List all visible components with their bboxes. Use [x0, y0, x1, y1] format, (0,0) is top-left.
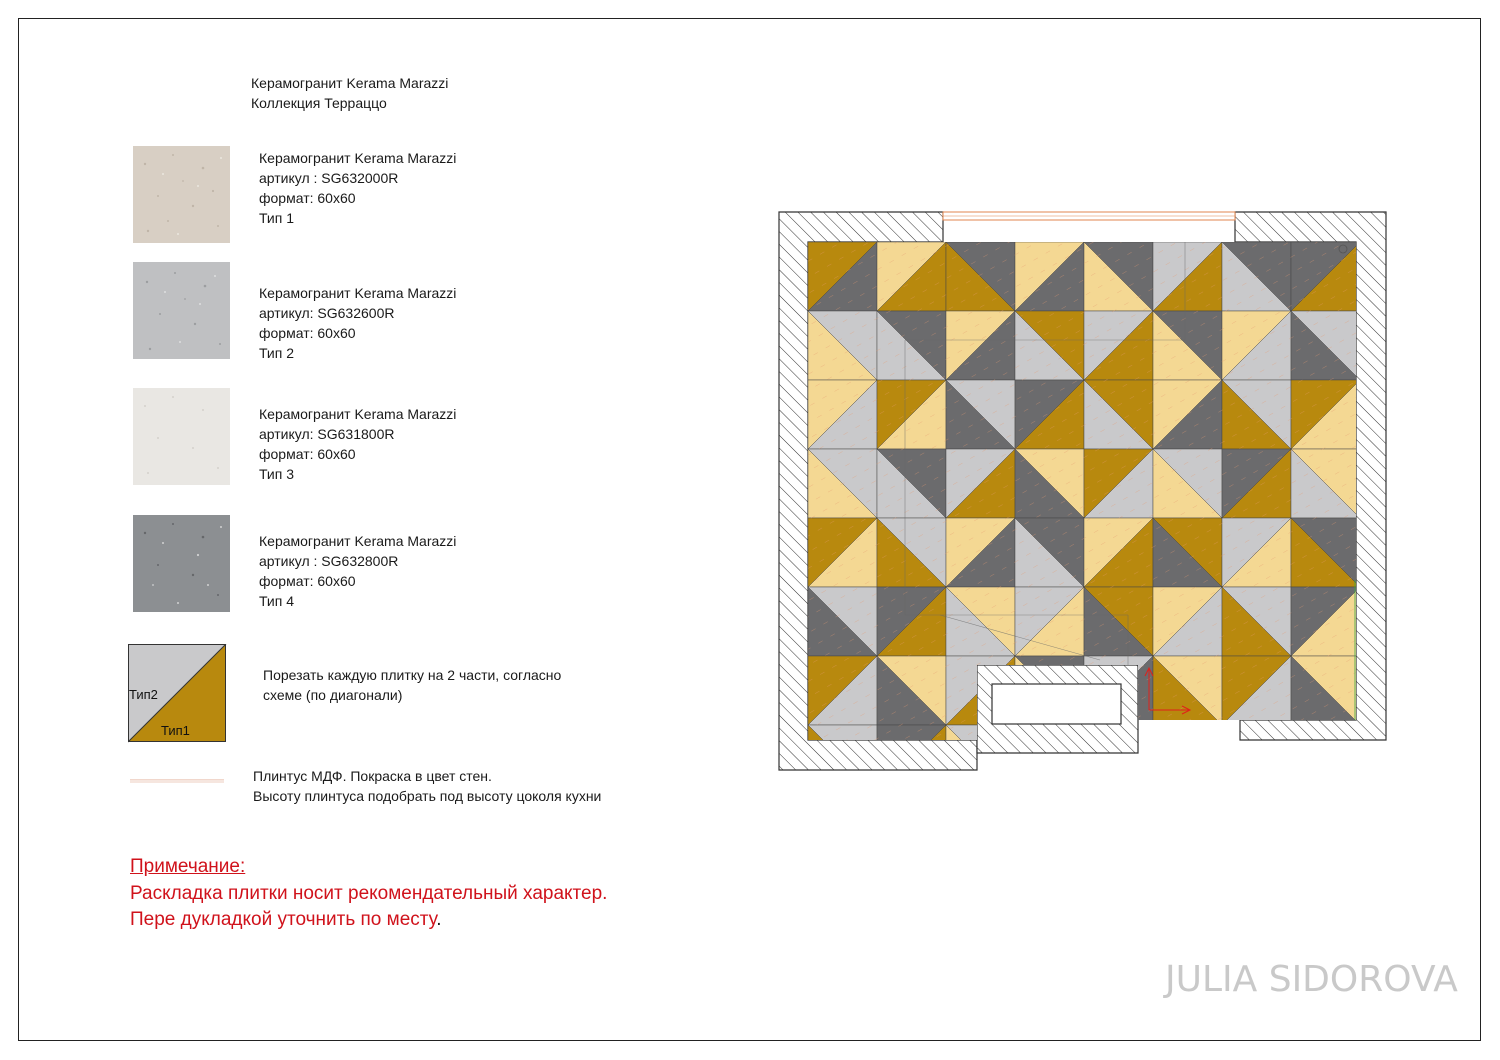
- tile-info-type2: [259, 283, 456, 363]
- plinth-text-line1: Плинтус МДФ. Покраска в цвет стен.: [253, 768, 492, 784]
- tile-name: Керамогранит Kerama Marazzi: [259, 533, 457, 549]
- note-block: [130, 854, 607, 934]
- tile-half: [1153, 725, 1222, 785]
- tile-info-type1: [259, 148, 456, 228]
- tile-type: Тип 4: [259, 593, 295, 609]
- cut-text-line2: схеме (по диагонали): [263, 687, 403, 703]
- tile-swatch-type1: [133, 146, 230, 243]
- note-line2: [130, 907, 607, 934]
- cut-label-type1: Тип1: [161, 723, 190, 738]
- tile-format: формат: 60х60: [259, 446, 356, 462]
- brand-logo: JULIA SIDOROVA: [1165, 959, 1458, 1000]
- tile-name: Керамогранит Kerama Marazzi: [259, 285, 457, 301]
- note-line1: Раскладка плитки носит рекомендательный характер.: [130, 882, 608, 904]
- tile-half: [1153, 725, 1222, 785]
- tile-format: формат: 60х60: [259, 190, 356, 206]
- tile-swatch-type4: [133, 515, 230, 612]
- cut-text-line1: Порезать каждую плитку на 2 части, согласно: [263, 667, 562, 683]
- tile-article: артикул : SG632000R: [259, 170, 399, 186]
- tile-info-type4: [259, 531, 456, 611]
- collection-name: Коллекция Терраццо: [251, 95, 387, 111]
- collection-brand: Керамогранит Kerama Marazzi: [251, 75, 449, 91]
- tile-name: Керамогранит Kerama Marazzi: [259, 150, 457, 166]
- tile-format: формат: 60х60: [259, 325, 356, 341]
- note-heading: Примечание:: [130, 856, 246, 877]
- tile-type: Тип 1: [259, 210, 295, 226]
- note-line2-text: Пере дукладкой уточнить по месту: [130, 909, 437, 930]
- cut-label-type2: Тип2: [129, 687, 158, 702]
- tile-info-type3: [259, 404, 456, 484]
- tile-swatch-type3: [133, 388, 230, 485]
- tile-article: артикул: SG632600R: [259, 305, 395, 321]
- tile-article: артикул: SG631800R: [259, 426, 395, 442]
- floor-plan: [760, 195, 1400, 785]
- tile-format: формат: 60х60: [259, 573, 356, 589]
- collection-header: [251, 73, 448, 113]
- cut-instructions: [263, 665, 561, 705]
- tile-article: артикул : SG632800R: [259, 553, 399, 569]
- tile-type: Тип 3: [259, 466, 295, 482]
- plinth-info: [253, 766, 601, 806]
- plinth-text-line2: Высоту плинтуса подобрать под высоту цоколя кухни: [253, 788, 602, 804]
- note-period: .: [436, 909, 442, 930]
- tile-name: Керамогранит Kerama Marazzi: [259, 406, 457, 422]
- plinth-sample-line: [130, 779, 224, 783]
- tile-type: Тип 2: [259, 345, 295, 361]
- window: [943, 212, 1235, 220]
- tile-swatch-type2: [133, 262, 230, 359]
